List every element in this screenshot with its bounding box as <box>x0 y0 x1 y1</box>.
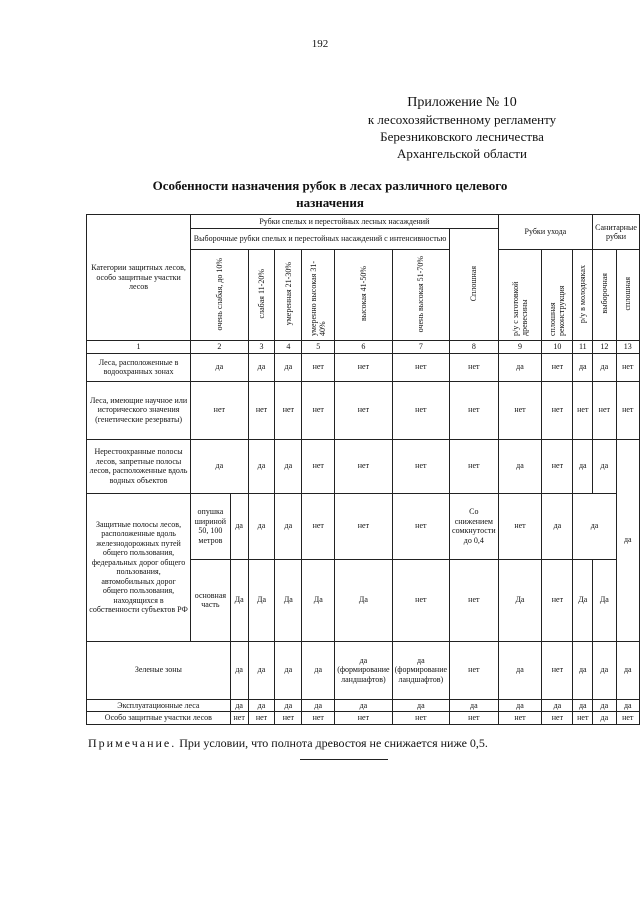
table-cell: нет <box>542 641 573 699</box>
table-cell: нет <box>542 381 573 439</box>
row-label: Особо защитные участки лесов <box>87 712 231 725</box>
care-group-header: Рубки ухода <box>498 215 593 250</box>
table-cell: нет <box>573 381 593 439</box>
row-label: Эксплуатационные леса <box>87 699 231 712</box>
table-cell: да <box>392 699 449 712</box>
table-cell: нет <box>616 381 639 439</box>
col-num: 6 <box>335 341 392 354</box>
col-num: 2 <box>191 341 248 354</box>
document-title <box>140 177 520 211</box>
table-cell: нет <box>392 712 449 725</box>
table-cell: Да <box>302 559 335 641</box>
table-cell: нет <box>335 381 392 439</box>
table-cell: Да <box>275 559 302 641</box>
col-num: 9 <box>498 341 542 354</box>
row-label: Леса, расположенные в водоохранных зонах <box>87 353 191 381</box>
table-cell: да <box>542 493 573 559</box>
col-num: 10 <box>542 341 573 354</box>
appendix-line-2: к лесохозяйственному регламенту <box>367 112 557 127</box>
col12-header <box>593 250 616 341</box>
table-cell: нет <box>275 381 302 439</box>
row-label: Защитные полосы лесов, расположенные вдоль железнодорожных путей общего пользования, федеральных дорог общего пользования, автомобильных дорог общего пользования, находящихся в собственности субъектов РФ <box>87 493 191 641</box>
table-cell: Да <box>498 559 542 641</box>
table-cell: нет <box>450 381 499 439</box>
table-cell: Да <box>230 559 248 641</box>
col5-header <box>302 250 335 341</box>
table-cell: нет <box>498 712 542 725</box>
table-row-special <box>87 712 640 725</box>
table-cell: да <box>573 699 593 712</box>
table-cell: нет <box>392 381 449 439</box>
appendix-line-3: Березниковского лесничества <box>380 129 544 144</box>
table-cell: да <box>275 439 302 493</box>
footnote-prefix: Примечание. <box>88 736 177 750</box>
row-sublabel: опушка шириной 50, 100 метров <box>191 493 231 559</box>
appendix-heading <box>342 94 582 162</box>
table-cell: да <box>230 699 248 712</box>
table-cell: Со снижением сомкнутости до 0,4 <box>450 493 499 559</box>
table-cell: нет <box>542 439 573 493</box>
table-cell: да (формирование ландшафтов) <box>392 641 449 699</box>
table-cell: да <box>275 493 302 559</box>
table-cell: нет <box>542 712 573 725</box>
col11-label: р/у в молодняках <box>578 264 588 323</box>
table-cell: нет <box>593 381 616 439</box>
col2-header <box>191 250 248 341</box>
col7-header <box>392 250 449 341</box>
appendix-line-1: Приложение № 10 <box>407 95 517 110</box>
table-cell: нет <box>450 712 499 725</box>
header-row-1 <box>87 215 640 229</box>
col3-label: слабая 11-20% <box>256 269 266 319</box>
table-row-water <box>87 353 640 381</box>
table-row-spawning <box>87 439 640 493</box>
col8-header <box>450 229 499 341</box>
col10-header <box>542 250 573 341</box>
col8-label: Сплошная <box>469 265 479 301</box>
table-cell: нет <box>450 439 499 493</box>
table-cell: да <box>498 699 542 712</box>
table-cell: нет <box>392 353 449 381</box>
table-row-science <box>87 381 640 439</box>
col7-label: очень высокая 51-70% <box>416 255 426 332</box>
col-num: 12 <box>593 341 616 354</box>
table-cell: да <box>498 439 542 493</box>
table-cell: нет <box>392 439 449 493</box>
col4-header <box>275 250 302 341</box>
table-cell: нет <box>542 353 573 381</box>
col12-label: выборочная <box>599 273 609 315</box>
table-row-protective-edge <box>87 493 640 559</box>
column-number-row <box>87 341 640 354</box>
col13-label: сплошная <box>623 277 633 311</box>
table-cell: да <box>248 493 275 559</box>
row-label: Зеленые зоны <box>87 641 231 699</box>
table-cell: нет <box>302 712 335 725</box>
table-cell: нет <box>302 493 335 559</box>
col9-header <box>498 250 542 341</box>
col-num: 3 <box>248 341 275 354</box>
table-cell: нет <box>302 353 335 381</box>
col11-header <box>573 250 593 341</box>
table-cell: да (формирование ландшафтов) <box>335 641 392 699</box>
table-cell: да <box>593 641 616 699</box>
table-cell: да <box>542 699 573 712</box>
table-cell: нет <box>392 559 449 641</box>
table-cell: да <box>230 641 248 699</box>
table-cell: нет <box>616 353 639 381</box>
table-cell: да <box>335 699 392 712</box>
table-cell: да <box>248 439 275 493</box>
category-header: Категории защитных лесов, особо защитные участки лесов <box>87 215 191 341</box>
col3-header <box>248 250 275 341</box>
table-cell: нет <box>392 493 449 559</box>
table-cell: нет <box>335 493 392 559</box>
table-cell: нет <box>248 712 275 725</box>
table-cell: нет <box>616 712 639 725</box>
table-cell: да <box>191 353 248 381</box>
table-cell: да <box>573 353 593 381</box>
table-cell: да <box>498 641 542 699</box>
col5-label: умеренно высокая 31-40% <box>309 260 328 336</box>
cuttings-table <box>86 214 640 725</box>
table-cell: нет <box>542 559 573 641</box>
table-cell: Да <box>335 559 392 641</box>
title-line-1: Особенности назначения рубок в лесах различного целевого <box>152 178 508 193</box>
table-cell: да <box>275 699 302 712</box>
table-cell: да <box>230 493 248 559</box>
row-label: Нерестоохранные полосы лесов, запретные полосы лесов, расположенные вдоль водных объектов <box>87 439 191 493</box>
col9-label: р/у с заготовкой древесины <box>510 281 529 336</box>
col-num: 11 <box>573 341 593 354</box>
col2-label: очень слабая, до 10% <box>214 257 224 330</box>
table-cell: да <box>191 439 248 493</box>
table-cell: нет <box>275 712 302 725</box>
table-cell: да <box>616 641 639 699</box>
col13-header <box>616 250 639 341</box>
table-cell: нет <box>498 493 542 559</box>
col-num: 7 <box>392 341 449 354</box>
mature-group-header: Рубки спелых и перестойных лесных насаждений <box>191 215 499 229</box>
col-num: 5 <box>302 341 335 354</box>
table-cell: да <box>302 699 335 712</box>
col6-header <box>335 250 392 341</box>
table-cell: да <box>616 699 639 712</box>
footnote-text: При условии, что полнота древостоя не снижается ниже 0,5. <box>176 736 488 750</box>
table-cell: да <box>498 353 542 381</box>
col-num: 8 <box>450 341 499 354</box>
footnote <box>88 736 488 751</box>
table-cell: да <box>573 493 616 559</box>
table-cell: да <box>248 641 275 699</box>
col-num: 4 <box>275 341 302 354</box>
title-line-2: назначения <box>296 195 364 210</box>
table-cell: да <box>573 641 593 699</box>
col-num: 13 <box>616 341 639 354</box>
table-cell: нет <box>248 381 275 439</box>
table-cell: нет <box>450 353 499 381</box>
table-row-exploitation <box>87 699 640 712</box>
table-cell: нет <box>450 641 499 699</box>
table-cell: нет <box>230 712 248 725</box>
table-cell: да <box>593 712 616 725</box>
table-cell: да <box>248 353 275 381</box>
table-cell: да <box>573 439 593 493</box>
page-number: 192 <box>311 38 329 50</box>
table-cell: нет <box>191 381 248 439</box>
col-num: 1 <box>87 341 191 354</box>
selective-group-header: Выборочные рубки спелых и перестойных насаждений с интенсивностью <box>191 229 450 250</box>
table-cell: да <box>593 439 616 493</box>
table-cell: да <box>248 699 275 712</box>
table-cell: Да <box>573 559 593 641</box>
sanitary-group-header: Санитарные рубки <box>593 215 640 250</box>
table-cell: да <box>616 439 639 641</box>
table-cell: нет <box>335 712 392 725</box>
end-rule <box>300 759 388 760</box>
table-cell: да <box>275 353 302 381</box>
table-cell: нет <box>335 353 392 381</box>
table-cell: да <box>593 353 616 381</box>
table-cell: да <box>275 641 302 699</box>
col10-label: сплошная реконструкция <box>548 285 567 336</box>
appendix-line-4: Архангельской области <box>397 146 527 161</box>
table-cell: Да <box>248 559 275 641</box>
row-label: Леса, имеющие научное или исторического значения (генетические резерваты) <box>87 381 191 439</box>
col4-label: умеренная 21-30% <box>283 262 293 326</box>
table-cell: Да <box>593 559 616 641</box>
table-cell: да <box>450 699 499 712</box>
table-cell: да <box>593 699 616 712</box>
table-cell: нет <box>335 439 392 493</box>
table-cell: нет <box>302 439 335 493</box>
col6-label: высокая 41-50% <box>358 266 368 322</box>
table-cell: нет <box>498 381 542 439</box>
table-cell: нет <box>450 559 499 641</box>
table-cell: да <box>302 641 335 699</box>
row-sublabel: основная часть <box>191 559 231 641</box>
table-cell: нет <box>302 381 335 439</box>
table-row-green <box>87 641 640 699</box>
table-cell: нет <box>573 712 593 725</box>
